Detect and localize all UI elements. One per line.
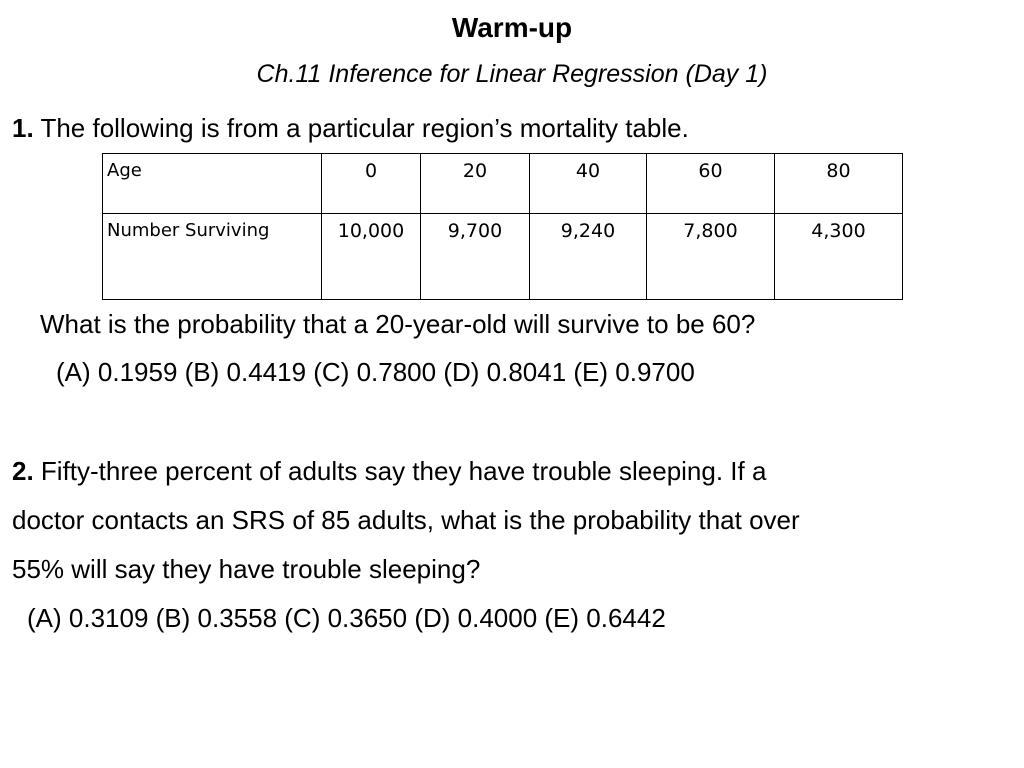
age-cell: 0 [322,154,421,214]
surviving-cell: 4,300 [775,214,903,300]
question-1-choices: (A) 0.1959 (B) 0.4419 (C) 0.7800 (D) 0.8041 (E) 0.9700 [56,357,695,387]
table-row-surviving [103,214,903,300]
row-label-age: Age [103,154,322,214]
surviving-cell: 9,700 [421,214,530,300]
question-2-line-2: doctor contacts an SRS of 85 adults, what is the probability that over [12,505,800,535]
mortality-table [102,153,903,300]
surviving-cell: 10,000 [322,214,421,300]
age-cell: 60 [647,154,775,214]
age-cell: 20 [421,154,530,214]
question-1-intro [12,113,689,144]
question-2-text-1: Fifty-three percent of adults say they have trouble sleeping. If a [33,456,767,486]
slide-subtitle: Ch.11 Inference for Linear Regression (Day 1) [256,60,768,88]
age-cell: 80 [775,154,903,214]
surviving-cell: 7,800 [647,214,775,300]
slide-title: Warm-up [451,12,573,43]
question-1-intro-text: The following is from a particular region’s mortality table. [33,113,689,143]
question-1-number: 1. [12,113,34,143]
question-2-line-3: 55% will say they have trouble sleeping? [12,554,481,584]
row-label-surviving: Number Surviving [103,214,322,300]
question-1-prompt: What is the probability that a 20-year-old will survive to be 60? [40,309,756,339]
question-2-number: 2. [12,456,34,486]
question-2-choices: (A) 0.3109 (B) 0.3558 (C) 0.3650 (D) 0.4000 (E) 0.6442 [27,603,666,633]
age-cell: 40 [530,154,647,214]
question-2-line-1 [12,456,766,487]
table-row-age [103,154,903,214]
surviving-cell: 9,240 [530,214,647,300]
